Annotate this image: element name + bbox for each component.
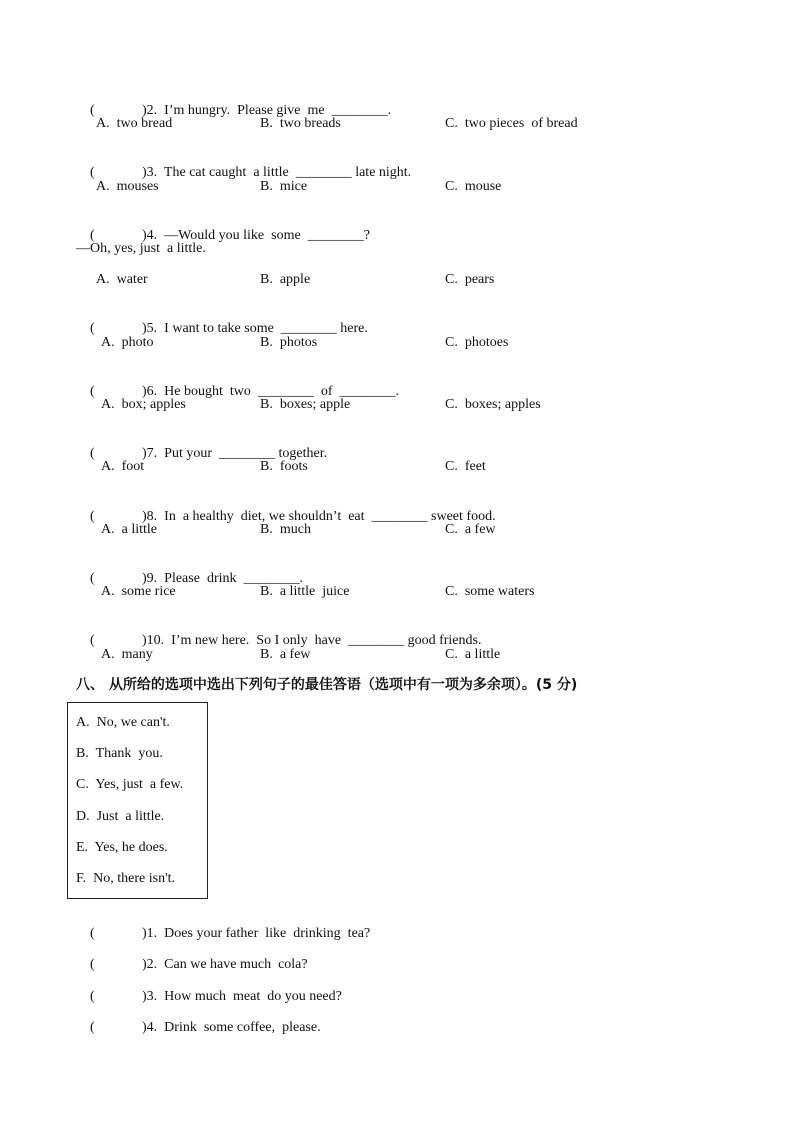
question-number: )2. xyxy=(142,957,158,972)
option-a: A. two bread xyxy=(96,116,173,131)
question-number: )1. xyxy=(142,926,158,941)
question-number: )4. xyxy=(142,228,158,243)
question-text: He bought two ________ of ________. xyxy=(164,384,400,399)
option-a: A. water xyxy=(96,272,148,287)
option-b: B. much xyxy=(260,522,311,537)
option-c: C. some waters xyxy=(445,584,535,599)
question-text: I want to take some ________ here. xyxy=(164,321,368,336)
part8-question-4 xyxy=(76,1001,321,1055)
answer-blank[interactable]: ( xyxy=(90,633,95,648)
question-text: Please drink ________. xyxy=(164,571,303,586)
option-a: A. many xyxy=(101,647,153,662)
answer-blank[interactable]: ( xyxy=(90,446,95,461)
option-c: C. two pieces of bread xyxy=(445,116,578,131)
answer-blank[interactable]: ( xyxy=(90,509,95,524)
option-b: B. a few xyxy=(260,647,311,662)
question-number: )7. xyxy=(142,446,158,461)
answer-blank[interactable]: ( xyxy=(90,103,95,118)
question-number: )5. xyxy=(142,321,158,336)
question-text: The cat caught a little ________ late night. xyxy=(163,165,412,180)
question-text: Drink some coffee, please. xyxy=(164,1020,321,1035)
question-text: Can we have much cola? xyxy=(164,957,308,972)
answer-choices-box xyxy=(67,702,208,899)
option-b: B. apple xyxy=(260,272,311,287)
option-a: A. mouses xyxy=(96,179,159,194)
option-c: C. boxes; apples xyxy=(445,397,541,412)
option-b: B. photos xyxy=(260,335,318,350)
question-text: I’m new here. So I only have ________ good friends. xyxy=(171,633,482,648)
option-b: B. a little juice xyxy=(260,584,350,599)
option-b: B. foots xyxy=(260,459,308,474)
question-text: Put your ________ together. xyxy=(164,446,328,461)
answer-blank[interactable]: ( xyxy=(90,957,95,972)
choice-f: F. No, there isn't. xyxy=(76,871,176,886)
question-text: How much meat do you need? xyxy=(164,989,342,1004)
question-text: In a healthy diet, we shouldn’t eat ________ sweet food. xyxy=(164,509,496,524)
question-text: I’m hungry. Please give me ________. xyxy=(164,103,392,118)
option-a: A. a little xyxy=(101,522,157,537)
option-a: A. some rice xyxy=(101,584,176,599)
option-c: C. mouse xyxy=(445,179,502,194)
option-a: A. box; apples xyxy=(101,397,186,412)
option-c: C. a few xyxy=(445,522,496,537)
section-8-title: 八、 从所给的选项中选出下列句子的最佳答语（选项中有一项为多余项）。(5 分) xyxy=(76,677,578,693)
answer-blank[interactable]: ( xyxy=(90,228,95,243)
choice-e: E. Yes, he does. xyxy=(76,840,168,855)
option-c: C. a little xyxy=(445,647,501,662)
choice-d: D. Just a little. xyxy=(76,809,165,824)
question-number: )9. xyxy=(142,571,158,586)
option-b: B. two breads xyxy=(260,116,341,131)
answer-blank[interactable]: ( xyxy=(90,989,95,1004)
question-number: )10. xyxy=(142,633,165,648)
option-c: C. photoes xyxy=(445,335,509,350)
question-text: Does your father like drinking tea? xyxy=(164,926,371,941)
question-text: —Would you like some ________? xyxy=(164,228,370,243)
answer-blank[interactable]: ( xyxy=(90,165,95,180)
answer-blank[interactable]: ( xyxy=(90,926,95,941)
option-c: C. pears xyxy=(445,272,495,287)
answer-blank[interactable]: ( xyxy=(90,571,95,586)
question-number: )2. xyxy=(142,103,158,118)
option-c: C. feet xyxy=(445,459,486,474)
question-number: )3. xyxy=(142,165,158,180)
choice-c: C. Yes, just a few. xyxy=(76,777,184,792)
question-number: )3. xyxy=(142,989,158,1004)
answer-blank[interactable]: ( xyxy=(90,384,95,399)
option-b: B. mice xyxy=(260,179,308,194)
question-number: )4. xyxy=(142,1020,158,1035)
option-a: A. foot xyxy=(101,459,145,474)
question-number: )8. xyxy=(142,509,158,524)
option-b: B. boxes; apple xyxy=(260,397,351,412)
choice-b: B. Thank you. xyxy=(76,746,163,761)
option-a: A. photo xyxy=(101,335,154,350)
answer-blank[interactable]: ( xyxy=(90,1020,95,1035)
choice-a: A. No, we can't. xyxy=(76,715,170,730)
question-number: )6. xyxy=(142,384,158,399)
answer-blank[interactable]: ( xyxy=(90,321,95,336)
question-4-reply: —Oh, yes, just a little. xyxy=(76,241,206,256)
